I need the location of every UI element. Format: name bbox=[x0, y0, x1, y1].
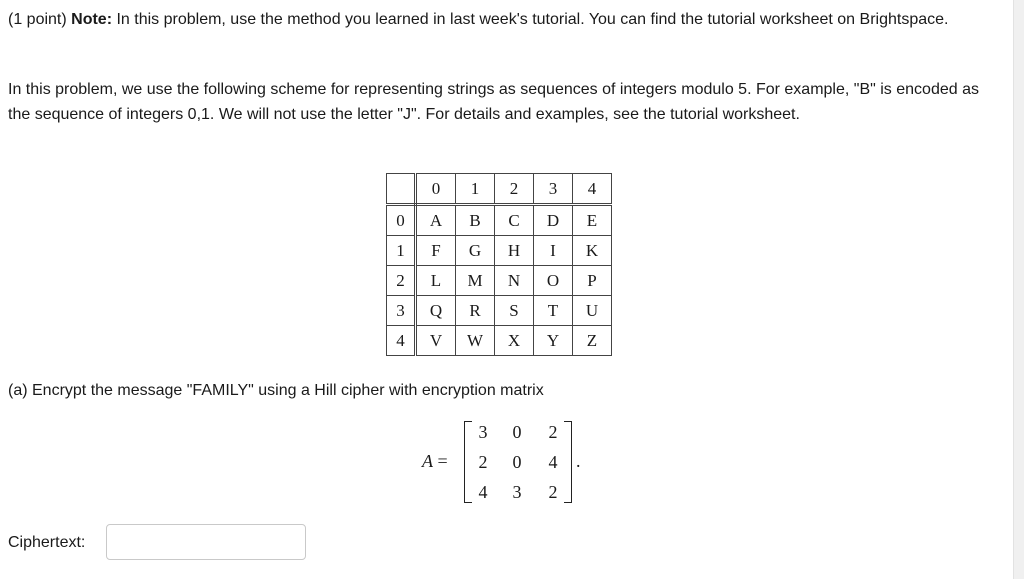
matrix-entry: 3 bbox=[478, 422, 488, 442]
table-cell: B bbox=[456, 205, 495, 236]
table-row-header: 0 bbox=[387, 205, 416, 236]
encoding-table bbox=[386, 173, 612, 356]
table-cell: E bbox=[573, 205, 612, 236]
table-cell: I bbox=[534, 236, 573, 266]
table-cell: H bbox=[495, 236, 534, 266]
matrix-row bbox=[470, 420, 570, 448]
matrix-period: . bbox=[576, 451, 581, 471]
table-cell: T bbox=[534, 296, 573, 326]
matrix-row bbox=[470, 450, 570, 478]
points-label: (1 point) bbox=[8, 11, 72, 28]
table-cell: K bbox=[573, 236, 612, 266]
page-scrollbar[interactable] bbox=[1013, 0, 1024, 579]
table-col-header: 3 bbox=[534, 174, 573, 205]
intro-text: In this problem, use the method you learned in last week's tutorial. You can find the tutorial worksheet on Brightspace. bbox=[112, 11, 949, 28]
note-label: Note: bbox=[71, 11, 113, 28]
matrix-entry: 4 bbox=[548, 452, 558, 472]
matrix-row bbox=[470, 480, 570, 508]
table-cell: N bbox=[495, 266, 534, 296]
table-row-header: 4 bbox=[387, 326, 416, 356]
table-cell: Q bbox=[416, 296, 456, 326]
table-row bbox=[387, 266, 612, 296]
table-cell: M bbox=[456, 266, 495, 296]
table-header-row bbox=[387, 174, 612, 205]
table-row-header: 2 bbox=[387, 266, 416, 296]
table-corner-cell bbox=[387, 174, 416, 205]
matrix-entry: 2 bbox=[548, 422, 558, 442]
table-cell: D bbox=[534, 205, 573, 236]
matrix-entry: 0 bbox=[512, 452, 522, 472]
table-cell: R bbox=[456, 296, 495, 326]
table-cell: L bbox=[416, 266, 456, 296]
table-cell: U bbox=[573, 296, 612, 326]
table-cell: Z bbox=[573, 326, 612, 356]
ciphertext-input[interactable] bbox=[106, 524, 306, 560]
table-cell: V bbox=[416, 326, 456, 356]
table-row-header: 3 bbox=[387, 296, 416, 326]
matrix-lhs bbox=[422, 451, 448, 472]
table-cell: G bbox=[456, 236, 495, 266]
table-cell: P bbox=[573, 266, 612, 296]
part-a-question: (a) Encrypt the message "FAMILY" using a Hill cipher with encryption matrix bbox=[8, 382, 544, 399]
intro-paragraph bbox=[8, 7, 998, 32]
matrix-equals: = bbox=[437, 451, 448, 471]
matrix-entry: 2 bbox=[478, 452, 488, 472]
scheme-paragraph: In this problem, we use the following scheme for representing strings as sequences of integers modulo 5. For example, "B" is encoded as the sequence of integers 0,1. We will not use the letter "J". For details and examples, see the tutorial worksheet. bbox=[8, 81, 979, 123]
table-col-header: 0 bbox=[416, 174, 456, 205]
matrix-entry: 0 bbox=[512, 422, 522, 442]
table-row bbox=[387, 326, 612, 356]
table-cell: F bbox=[416, 236, 456, 266]
table-cell: O bbox=[534, 266, 573, 296]
table-cell: C bbox=[495, 205, 534, 236]
matrix-entry: 3 bbox=[512, 482, 522, 502]
table-col-header: 4 bbox=[573, 174, 612, 205]
matrix-entry: 2 bbox=[548, 482, 558, 502]
ciphertext-label: Ciphertext: bbox=[8, 534, 86, 551]
table-col-header: 2 bbox=[495, 174, 534, 205]
table-row-header: 1 bbox=[387, 236, 416, 266]
table-row bbox=[387, 205, 612, 236]
table-row bbox=[387, 296, 612, 326]
table-cell: Y bbox=[534, 326, 573, 356]
table-row bbox=[387, 236, 612, 266]
table-cell: S bbox=[495, 296, 534, 326]
matrix-entry: 4 bbox=[478, 482, 488, 502]
table-cell: W bbox=[456, 326, 495, 356]
table-cell: X bbox=[495, 326, 534, 356]
table-col-header: 1 bbox=[456, 174, 495, 205]
matrix-name: A bbox=[422, 451, 433, 471]
table-cell: A bbox=[416, 205, 456, 236]
